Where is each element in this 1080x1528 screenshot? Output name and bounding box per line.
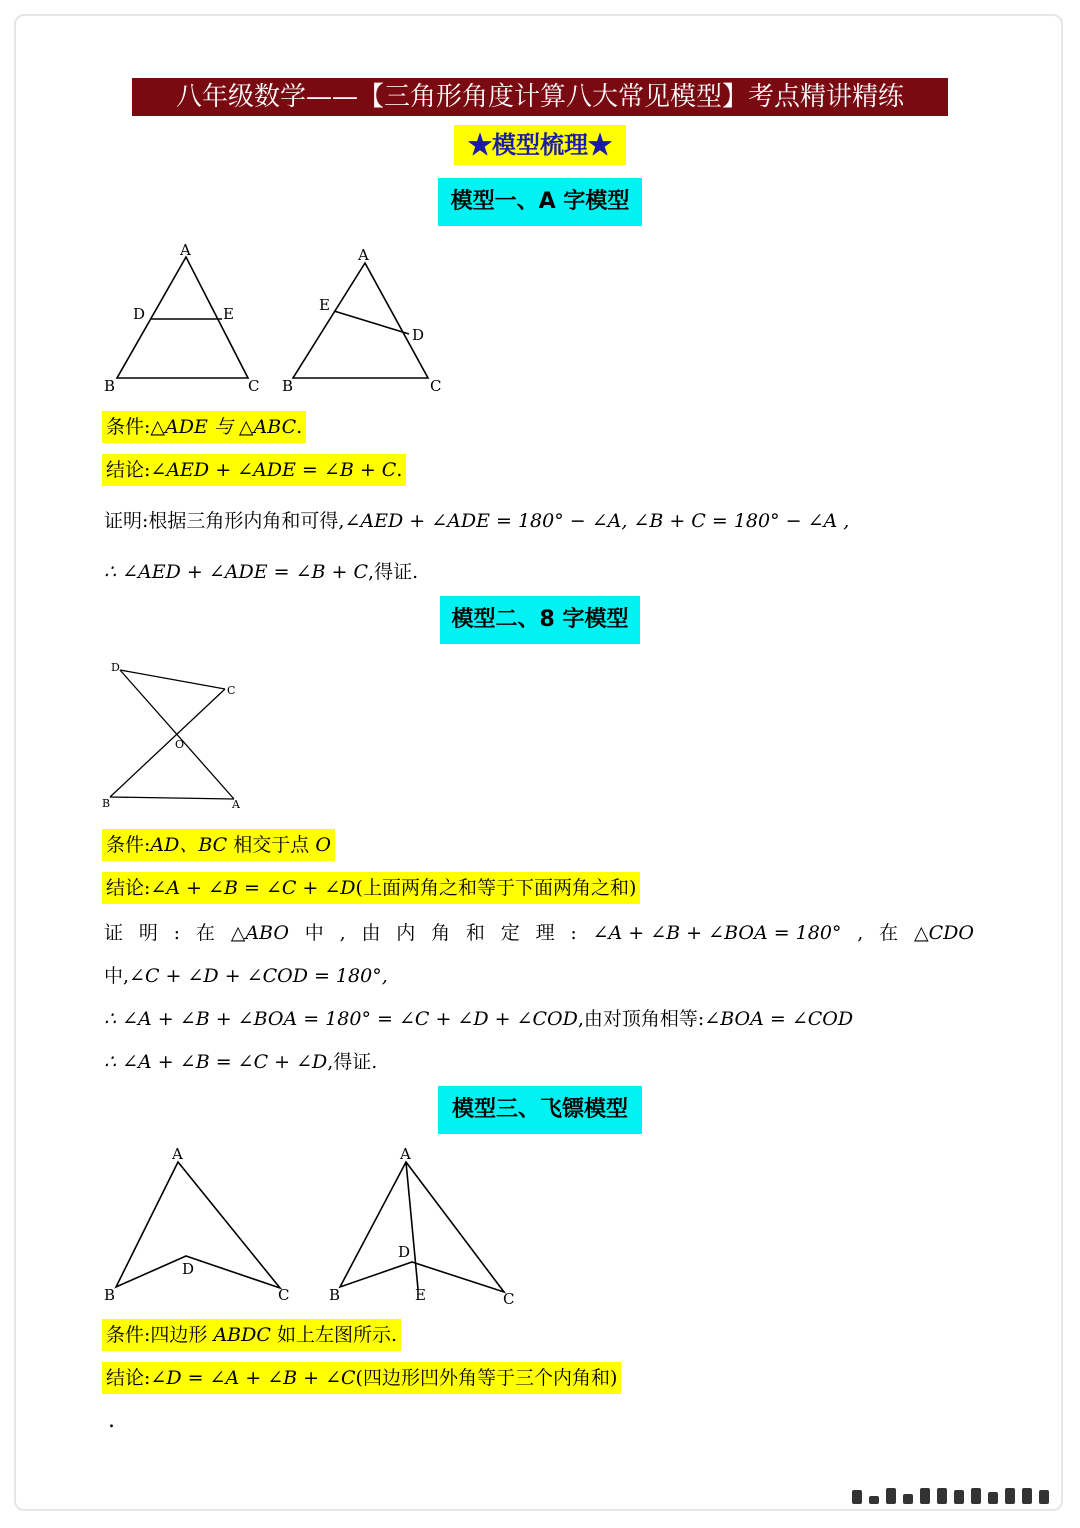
watermark-bars [852, 1486, 1056, 1504]
model2-proof-line4: ∴ ∠A + ∠B = ∠C + ∠D,得证. [104, 1051, 378, 1073]
model2-proof-line2: 中,∠C + ∠D + ∠COD = 180°, [104, 965, 388, 987]
label-c: C [278, 1286, 290, 1304]
label-b: B [329, 1286, 341, 1304]
label-o: O [175, 738, 185, 751]
model1-figure-right [278, 240, 453, 400]
label-e: E [319, 296, 330, 314]
model1-proof-line1: 证明:根据三角形内角和可得,∠AED + ∠ADE = 180° − ∠A, ∠B + C = 180° − ∠A , [104, 510, 850, 532]
label-b: B [104, 377, 116, 395]
model1-heading: 模型一、A 字模型 [438, 178, 642, 226]
section-subtitle: ★模型梳理★ [454, 125, 626, 165]
label-b: B [102, 797, 111, 810]
model2-heading: 模型二、8 字模型 [440, 596, 640, 644]
model2-condition: 条件:AD、BC 相交于点 O [102, 829, 335, 861]
model1-conclusion: 结论:∠AED + ∠ADE = ∠B + C. [102, 454, 406, 486]
label-b: B [282, 377, 294, 395]
model3-figure-right [326, 1140, 526, 1310]
segment-cb [110, 689, 225, 797]
label-d: D [398, 1243, 411, 1261]
quadrilateral-abdc [116, 1162, 280, 1288]
label-c: C [248, 377, 260, 395]
model2-proof-line3: ∴ ∠A + ∠B + ∠BOA = 180° = ∠C + ∠D + ∠COD,由对顶角相等:∠BOA = ∠COD [104, 1008, 854, 1030]
label-e: E [223, 305, 234, 323]
model3-condition: 条件:四边形 ABDC 如上左图所示. [102, 1319, 401, 1351]
label-c: C [503, 1290, 515, 1308]
model3-heading: 模型三、飞镖模型 [438, 1086, 642, 1134]
model2-conclusion: 结论:∠A + ∠B = ∠C + ∠D(上面两角之和等于下面两角之和) [102, 872, 640, 904]
model3-figure-left [100, 1140, 300, 1310]
label-d: D [133, 305, 146, 323]
model2-figure [98, 658, 258, 818]
label-d: D [412, 326, 425, 344]
model2-proof-line1: 证 明 : 在 △ABO 中 , 由 内 角 和 定 理 : ∠A + ∠B + ∠BOA = 180° , 在 △CDO [104, 922, 974, 944]
model1-condition: 条件:△ADE 与 △ABC. [102, 411, 306, 443]
quadrilateral-abdc [340, 1162, 504, 1292]
model3-conclusion: 结论:∠D = ∠A + ∠B + ∠C(四边形凹外角等于三个内角和) [102, 1362, 621, 1394]
label-d: D [182, 1260, 195, 1278]
label-c: C [227, 684, 236, 697]
trailing-dot: . [108, 1408, 115, 1433]
label-a: A [400, 1145, 411, 1163]
triangle-abc [293, 263, 428, 378]
label-e: E [415, 1286, 426, 1304]
label-a: A [180, 241, 191, 259]
segment-ae [406, 1162, 418, 1289]
segment-dc [120, 670, 225, 689]
segment-ad [120, 670, 234, 799]
label-d: D [111, 661, 120, 674]
page-title: 八年级数学——【三角形角度计算八大常见模型】考点精讲精练 [132, 78, 948, 116]
label-c: C [430, 377, 442, 395]
label-b: B [104, 1286, 116, 1304]
model1-figure-left [100, 240, 270, 400]
label-a: A [358, 246, 369, 264]
label-a: A [232, 798, 240, 811]
model1-proof-line2: ∴ ∠AED + ∠ADE = ∠B + C,得证. [104, 561, 419, 583]
segment-ba [110, 797, 234, 799]
label-a: A [172, 1145, 183, 1163]
